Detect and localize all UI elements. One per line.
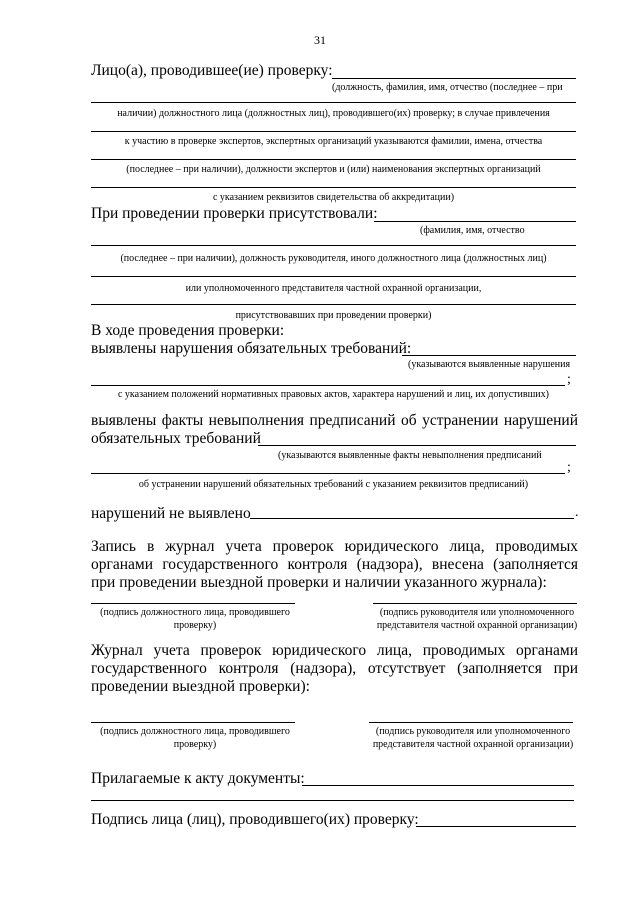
inspector-line-3[interactable] [91,131,576,132]
inspector-line-5[interactable] [91,187,576,188]
inspector-hint-2: наличии) должностного лица (должностных лиц), проводившего(их) проверку; в случае привлечения [117,108,550,119]
inspector-hint-3: к участию в проверке экспертов, экспертных организаций указываются фамилии, имена, отчества [124,136,543,147]
attached-line-1[interactable] [302,785,574,786]
attached-label: Прилагаемые к акту документы: [91,770,305,787]
violations-line-2[interactable] [91,385,565,386]
journal-absent-sig-line-left[interactable] [91,722,295,723]
present-line-1[interactable] [374,221,576,222]
journal-entry-text: Запись в журнал учета проверок юридического лица, проводимых органами государственного контроля (надзора), внесена (заполняется при проведении выездной проверки и наличии указанного журнала): [91,538,578,591]
inspector-hint-4: (последнее – при наличии), должности экспертов и (или) наименования экспертных организаций [126,164,541,175]
violations-label: выявлены нарушения обязательных требований: [91,340,412,357]
violations-hint-2: с указанием положений нормативных правовых актов, характера нарушений и лиц, их допустивших) [117,389,549,400]
inspector-label: Лицо(а), проводившее(ие) проверку: [91,62,333,79]
page-number: 31 [314,33,326,47]
signature-line[interactable] [416,826,576,827]
during-heading: В ходе проведения проверки: [91,322,285,339]
journal-absent-sig-line-right[interactable] [369,722,573,723]
facts-semicolon: ; [567,460,571,475]
attached-line-2[interactable] [91,800,574,801]
present-line-4[interactable] [91,304,576,305]
facts-label: выявлены факты невыполнения предписаний об устранении нарушений обязательных требований [91,412,578,447]
inspector-line-2[interactable] [91,102,576,103]
signature-label: Подпись лица (лиц), проводившего(их) проверку: [91,811,419,828]
present-hint-1: (фамилия, имя, отчество [420,225,525,236]
present-line-2[interactable] [91,245,576,246]
present-label: При проведении проверки присутствовали: [91,205,378,222]
no-violations-period: . [575,505,579,520]
journal-entry-sig-line-right[interactable] [373,603,577,604]
present-line-3[interactable] [91,276,576,277]
journal-absent-sig-hint-right: (подпись руководителя или уполномоченного представителя частной охранной организации) [372,726,574,750]
inspector-line-1[interactable] [332,78,576,79]
present-hint-2: (последнее – при наличии), должность руководителя, иного должностного лица (должностных лиц) [120,253,547,264]
violations-hint-1: (указываются выявленные нарушения [408,359,571,370]
no-violations-label: нарушений не выявлено [91,505,251,522]
inspector-line-4[interactable] [91,159,576,160]
violations-semicolon: ; [567,372,571,387]
journal-absent-sig-hint-left: (подпись должностного лица, проводившего проверку) [100,726,290,750]
inspector-hint-5: с указанием реквизитов свидетельства об аккредитации) [212,192,455,203]
present-hint-4: присутствовавших при проведении проверки) [235,310,432,321]
journal-entry-sig-hint-left: (подпись должностного лица, проводившего проверку) [100,607,290,631]
facts-line-2[interactable] [91,473,565,474]
facts-line-1[interactable] [258,445,576,446]
facts-hint-2: об устранении нарушений обязательных требований с указанием реквизитов предписаний) [138,479,529,490]
facts-hint-1: (указываются выявленные факты невыполнения предписаний [278,450,542,461]
violations-line-1[interactable] [402,355,576,356]
journal-absent-text: Журнал учета проверок юридического лица, проводимых органами государственного контроля (надзора), отсутствует (заполняется при проведении выездной проверки): [91,642,578,695]
journal-entry-sig-hint-right: (подпись руководителя или уполномоченного представителя частной охранной организации) [376,607,578,631]
no-violations-line[interactable] [250,518,574,519]
journal-entry-sig-line-left[interactable] [91,603,295,604]
inspector-hint-1: (должность, фамилия, имя, отчество (последнее – при [332,82,563,93]
present-hint-3: или уполномоченного представителя частной охранной организации, [185,283,482,294]
